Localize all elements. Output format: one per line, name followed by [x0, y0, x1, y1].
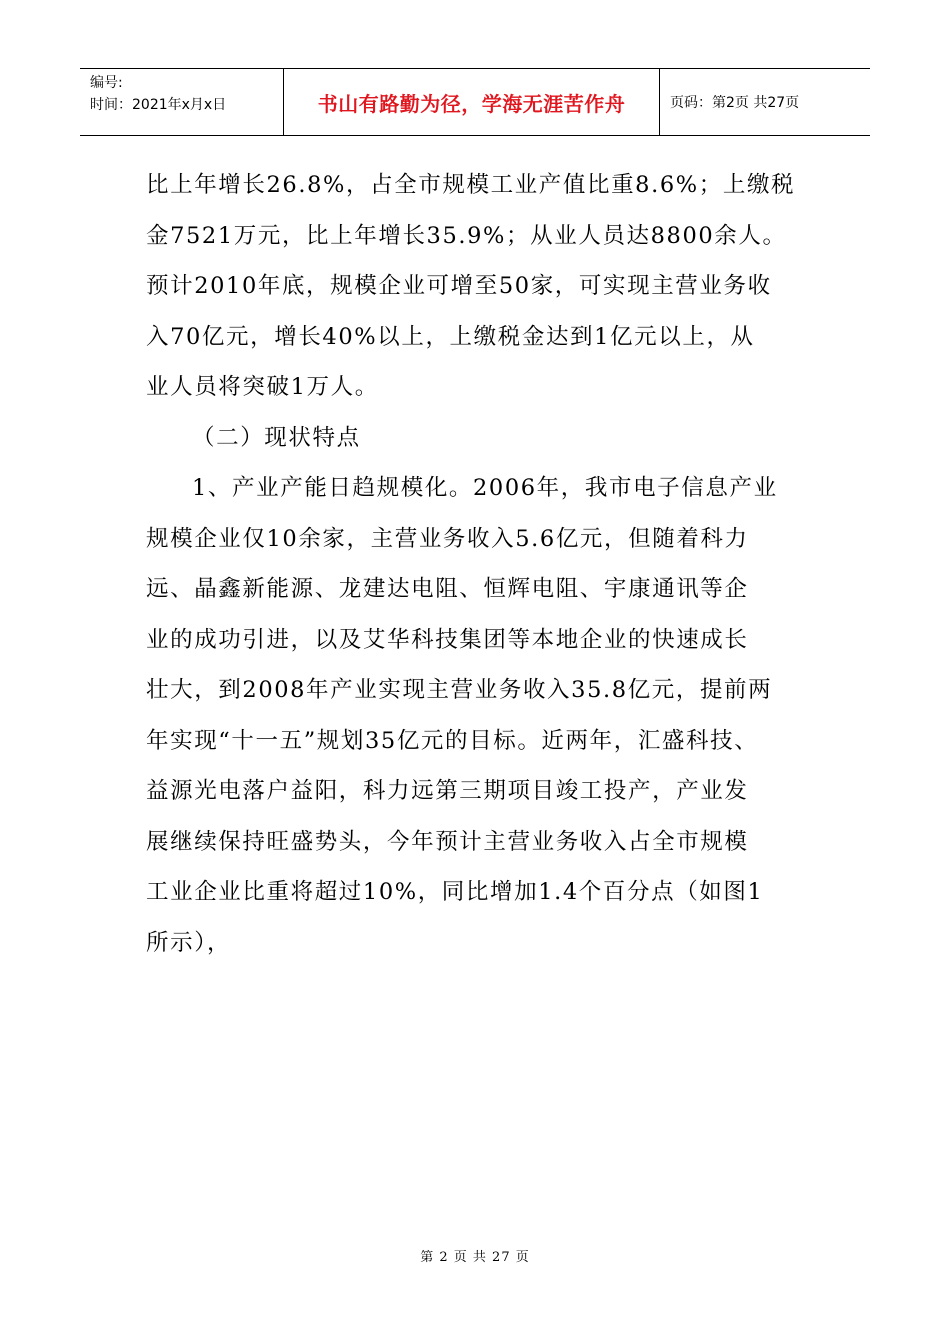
- paragraph-line: 益源光电落户益阳，科力远第三期项目竣工投产，产业发: [146, 778, 749, 804]
- paragraph-line: 远、晶鑫新能源、龙建达电阻、恒辉电阻、宇康通讯等企: [146, 576, 749, 602]
- paragraph-line: 所示），: [146, 929, 232, 956]
- paragraph-2: [146, 463, 816, 968]
- header-motto: 书山有路勤为径，学海无涯苦作舟: [284, 69, 660, 135]
- paragraph-line: 壮大，到2008年产业实现主营业务收入35.8亿元，提前两: [146, 677, 773, 703]
- paragraph-line: 1、产业产能日趋规模化。2006年，我市电子信息产业: [192, 475, 778, 501]
- code-label: 编号:: [90, 75, 123, 91]
- paragraph-line: 金7521万元，比上年增长35.9%；从业人员达8800余人。: [146, 222, 787, 249]
- section-heading: （二）现状特点: [192, 424, 361, 451]
- page-header: [80, 68, 870, 136]
- time-label: 时间：2021年x月x日: [90, 97, 227, 113]
- section-heading-block: [146, 413, 816, 464]
- header-page-info: 页码：第2页 共27页: [670, 95, 800, 111]
- paragraph-line: 展继续保持旺盛势头，今年预计主营业务收入占全市规模: [146, 828, 749, 855]
- paragraph-line: 规模企业仅10余家，主营业务收入5.6亿元，但随着科力: [146, 525, 749, 552]
- header-meta: [80, 69, 284, 135]
- paragraph-line: 工业企业比重将超过10%，同比增加1.4个百分点（如图1: [146, 879, 764, 905]
- paragraph-line: 业的成功引进，以及艾华科技集团等本地企业的快速成长: [146, 626, 749, 653]
- page-footer: 第 2 页 共 27 页: [420, 1250, 530, 1265]
- paragraph-line: 预计2010年底，规模企业可增至50家，可实现主营业务收: [146, 273, 772, 299]
- paragraph-line: 业人员将突破1万人。: [146, 374, 379, 400]
- paragraph-1: [146, 160, 816, 413]
- paragraph-line: 年实现“十一五”规划35亿元的目标。近两年，汇盛科技、: [146, 727, 759, 754]
- document-body: [146, 160, 816, 968]
- paragraph-line: 比上年增长26.8%，占全市规模工业产值比重8.6%；上缴税: [146, 172, 796, 198]
- paragraph-line: 入70亿元，增长40%以上，上缴税金达到1亿元以上，从: [146, 323, 755, 350]
